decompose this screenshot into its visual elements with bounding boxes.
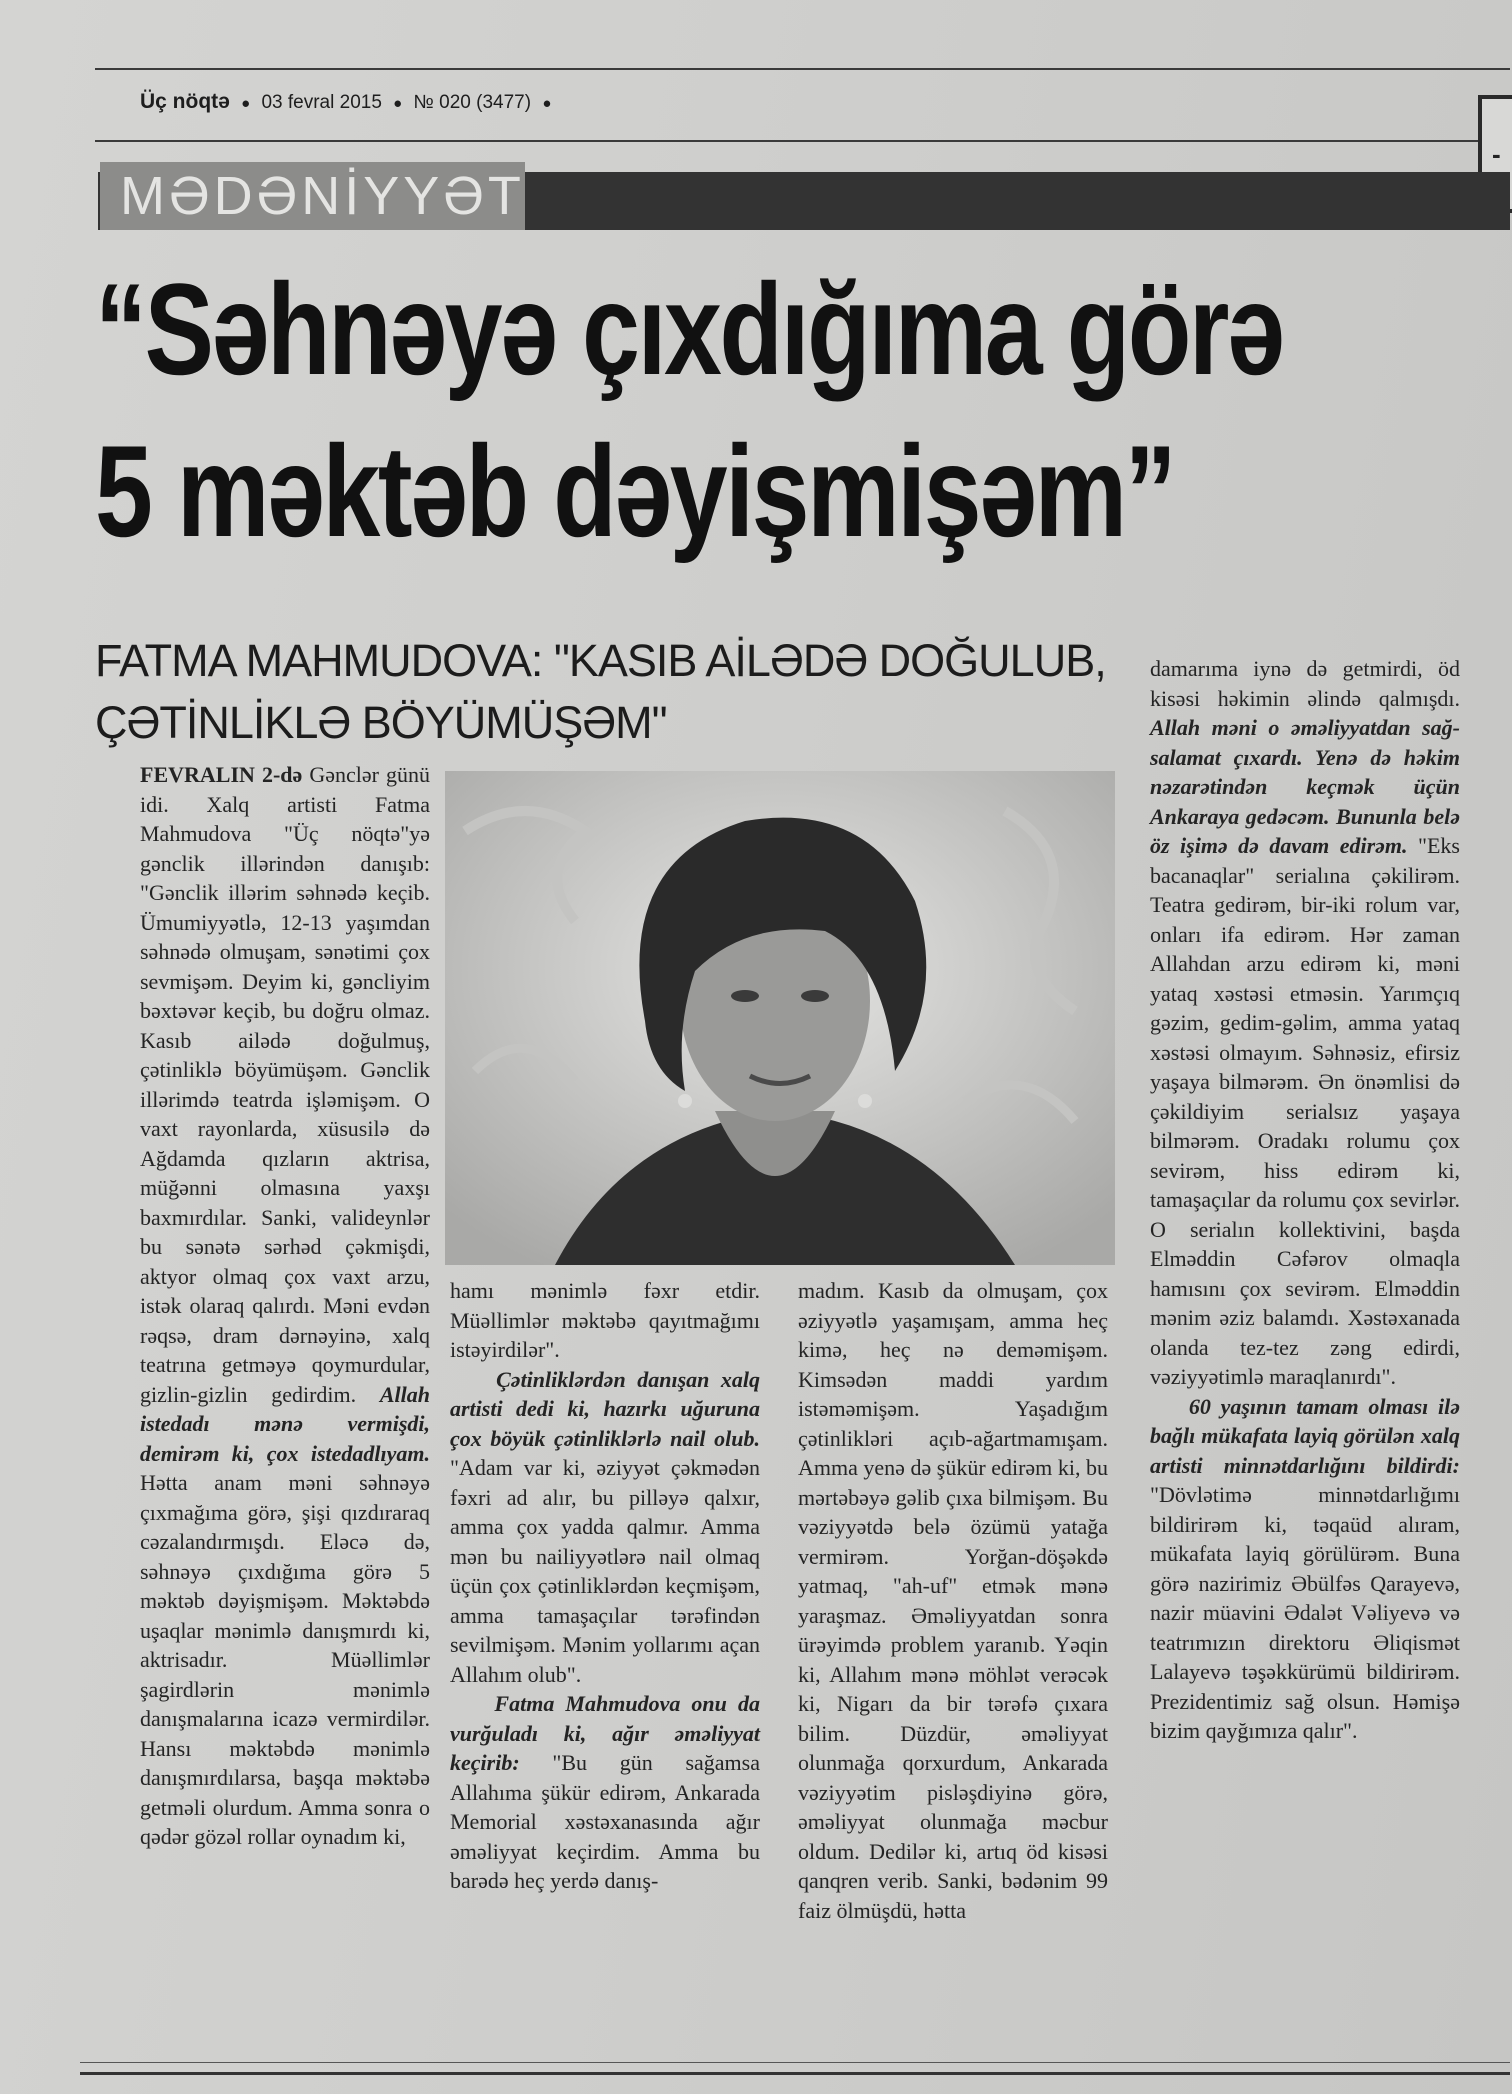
bullet-icon: ● <box>241 95 251 112</box>
issue-number: № 020 (3477) <box>413 92 532 113</box>
article-column-4 <box>1150 654 1460 1746</box>
col2-paragraph-2: "Adam var ki, əziyyət çəkmədən fəxri ad alır, bu pilləyə qalxır, amma çox yadda qalmır. Amma mən bu nailiyyətlərə nail olmaq üçün çox çətinliklərdən keçmişəm, amma tamaşaçılar tərəfindən sevilmişəm. Mənim yollarımı açan Allahım olub". <box>450 1455 760 1687</box>
col1-paragraph-2: Hətta anam məni səhnəyə çıxmağıma görə, şişi qızdıraraq cəzalandırmışdı. Eləcə də, səhnəyə çıxdığıma görə 5 məktəb dəyişmişəm. Məktəbdə uşaqlar mənimlə danışmırdı ki, aktrisadır. Müəllimlər şagirdlərin mənimlə danışmalarına icazə vermirdilər. Hansı məktəbdə mənimlə danışmırdılarsa, başqa məktəbə getməli olurdum. Amma sonra o qədər gözəl rollar oynadım ki, <box>140 1470 430 1849</box>
article-column-2 <box>450 1276 760 1896</box>
col2-paragraph-3: "Bu gün sağamsa Allahıma şükür edirəm, Ankarada Memorial xəstəxanasında ağır əməliyyat keçirdim. Amma bu barədə heç yerdə danış- <box>450 1750 760 1893</box>
masthead-rule-top <box>95 68 1510 70</box>
col1-quote: Allah istedadı mənə vermişdi, demirəm ki, çox istedadlıyam. <box>140 1381 430 1466</box>
bullet-icon: ● <box>542 95 552 112</box>
col4-quote: Allah məni o əməliyyatdan sağ-salamat çıxardı. Yenə də həkim nəzarətindən keçmək üçün Ankaraya gedəcəm. Bununla belə öz işimə də davam edirəm. <box>1150 715 1460 858</box>
bullet-icon: ● <box>393 95 403 112</box>
bottom-rule-thin <box>80 2062 1510 2063</box>
masthead-rule-bottom <box>95 140 1510 142</box>
article-column-1 <box>140 760 430 1852</box>
col4-paragraph-3: "Dövlətimə minnətdarlığımı bildirirəm ki, təqaüd alıram, mükafata layiq görülürəm. Buna görə nazirimiz Əbülfəs Qarayevə, nazir müavini Ədalət Vəliyevə və teatrımızın direktoru Əliqismət Lalayevə təşəkkürümü bildirirəm. Prezidentimiz sağ olsun. Həmişə bizim qayğımıza qalır". <box>1150 1482 1460 1743</box>
col2-paragraph: hamı mənimlə fəxr etdir. Müəllimlər məktəbə qayıtmağımı istəyirdilər". <box>450 1278 760 1362</box>
publication-name: Üç nöqtə <box>140 90 230 113</box>
masthead <box>140 90 557 114</box>
col4-paragraph-2: "Eks bacanaqlar" serialına çəkilirəm. Teatra gedirəm, bir-iki rolum var, onları ifa edirəm. Hər zaman Allahdan arzu edirəm ki, məni yataq xəstəsi etməsin. Yarımçıq gəzim, gedim-gəlim, amma yataq xəstəsi olmayım. Səhnəsiz, efirsiz yaşaya bilmərəm. Ən önəmlisi də çəkildiyim serialsız yaşaya bilmərəm. Oradakı rolumu çox sevirəm, hiss edirəm ki, tamaşaçılar da rolumu çox sevirlər. O serialın kollektivini, başda Elməddin Cəfərov olmaqla hamısını çox sevirəm. Elməddin mənim əziz balamdı. Xəstəxanada olanda tez-tez zəng edirdi, vəziyyətimlə maraqlanırdı". <box>1150 833 1460 1389</box>
col2-lead-in: Çətinliklərdən danışan xalq artisti dedi ki, hazırkı uğuruna çox böyük çətinliklərlə nail olub. <box>450 1366 761 1451</box>
section-label: MƏDƏNİYYƏT <box>100 162 525 230</box>
col2-lead-in-2: Fatma Mahmudova onu da vurğuladı ki, ağır əməliyyat keçirib: <box>450 1691 761 1775</box>
bottom-rule <box>80 2072 1510 2075</box>
col4-paragraph: damarıma iynə də getmirdi, öd kisəsi həkimin əlində qalmışdı. <box>1150 656 1460 711</box>
article-column-3 <box>798 1276 1108 1925</box>
col1-paragraph: Gənclər günü idi. Xalq artisti Fatma Mahmudova "Üç nöqtə"yə gənclik illərindən danışıb: "Gənclik illərim səhnədə keçib. Ümumiyyətlə, 12-13 yaşımdan səhnədə olmuşam, sənətimi çox sevmişəm. Deyim ki, gəncliyim bəxtəvər keçib, bu doğru olmaz. Kasıb ailədə doğulmuş, çətinliklə böyümüşəm. Gənclik illərimdə teatrda işləmişəm. O vaxt rayonlarda, xüsusilə də Ağdamda qızların aktrisa, müğənni olmasına yaxşı baxmırdılar. Sanki, valideynlər bu sənətə sərhəd çəkmişdi, aktyor olmaq çox vaxt arzu, istək olaraq qalırdı. Məni evdən rəqsə, dram dərnəyinə, xalq teatrına getməyə qoymurdular, gizlin-gizlin gedirdim. <box>140 762 430 1407</box>
issue-date: 03 fevral 2015 <box>261 92 382 113</box>
headline-line-1: “Səhnəyə çıxdığıma görə <box>95 256 1283 402</box>
dateline: FEVRALIN 2-də <box>140 762 303 787</box>
article-headline <box>95 248 1283 572</box>
portrait-photo <box>445 771 1115 1265</box>
col3-paragraph: madım. Kasıb da olmuşam, çox əziyyətlə yaşamışam, amma heç kimə, heç nə deməmişəm. Kimsədən maddi yardım istəməmişəm. Yaşadığım çətinlikləri açıb-ağartmamışam. Amma yenə də şükür edirəm ki, bu mərtəbəyə gəlib çıxa bilmişəm. Bu vəziyyətdə belə özümü yatağa vermirəm. Yorğan-döşəkdə yatmaq, "ah-uf" etmək mənə yaraşmaz. Əməliyyatdan sonra ürəyimdə problem yaranıb. Yəqin ki, Allahım mənə möhlət verəcək ki, Nigarı da bir tərəfə çıxara bilim. Düzdür, əməliyyat olunmağa qorxurdum, Ankarada vəziyyətim pisləşdiyinə görə, əməliyyat olunmağa məcbur oldum. Dedilər ki, artıq öd kisəsi qanqren verib. Sanki, bədənim 99 faiz ölmüşdü, hətta <box>798 1278 1108 1923</box>
headline-line-2: 5 məktəb dəyişmişəm” <box>95 418 1175 564</box>
portrait-illustration <box>445 771 1115 1265</box>
article-subhead: FATMA MAHMUDOVA: "KASIB AİLƏDƏ DOĞULUB, ÇƏTİNLİKLƏ BÖYÜMÜŞƏM" <box>95 635 1106 748</box>
col4-lead-in: 60 yaşının tamam olması ilə bağlı mükafata layiq görülən xalq artisti minnətdarlığını bildirdi: <box>1150 1393 1460 1478</box>
edge-mark-icon: - <box>1492 139 1501 169</box>
